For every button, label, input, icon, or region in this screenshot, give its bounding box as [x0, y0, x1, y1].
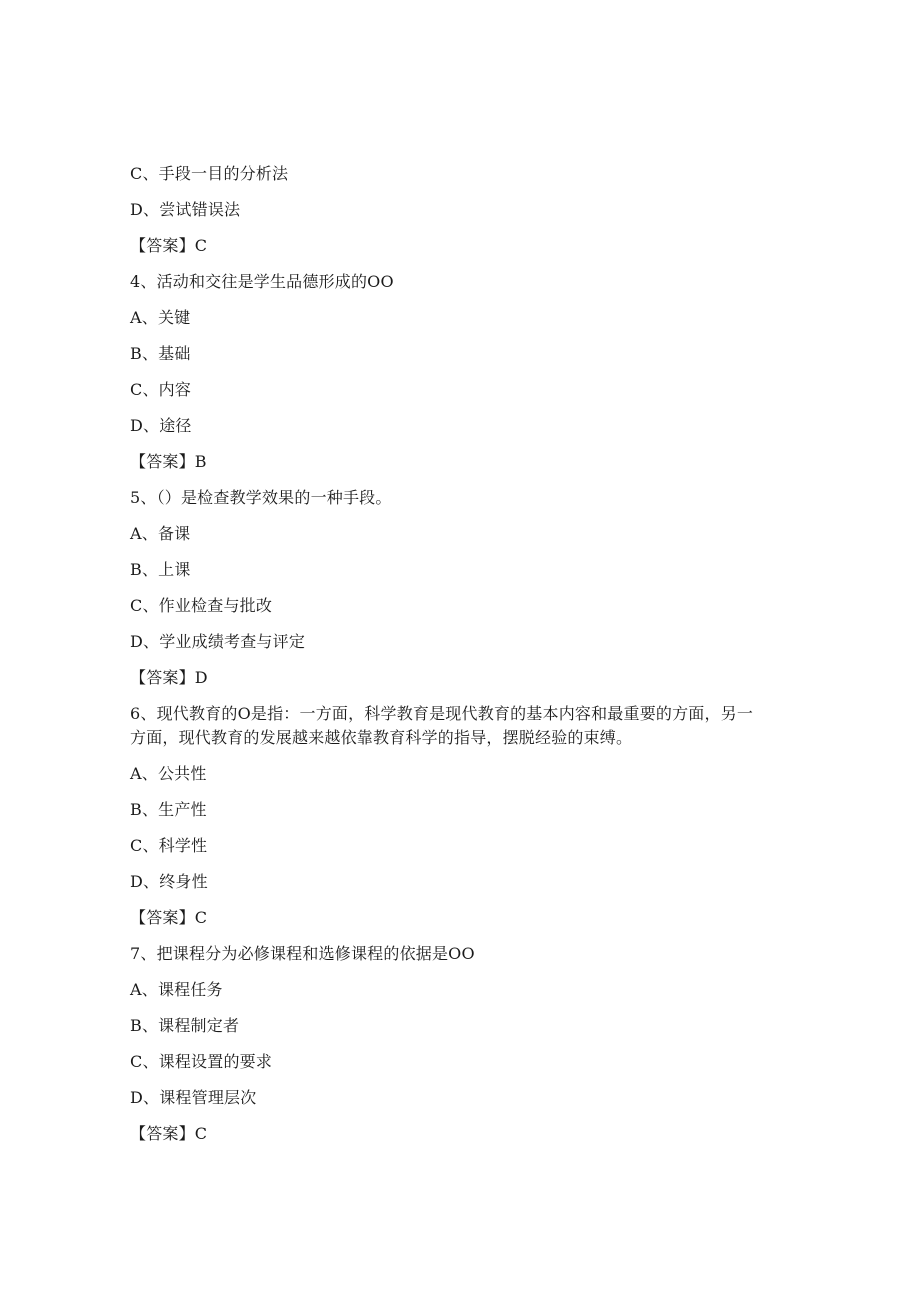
option-c: C、手段一目的分析法 [130, 164, 289, 183]
option-b: B、课程制定者 [130, 1016, 240, 1035]
option-b: B、生产性 [130, 800, 207, 819]
question-6: 6、现代教育的O是指：一方面，科学教育是现代教育的基本内容和最重要的方面，另一 [130, 704, 754, 723]
answer-line: 【答案】D [130, 668, 208, 687]
option-c: C、科学性 [130, 836, 208, 855]
answer-line: 【答案】B [130, 452, 207, 471]
question-7: 7、把课程分为必修课程和选修课程的依据是OO [130, 944, 475, 963]
option-b: B、上课 [130, 560, 191, 579]
option-a: A、课程任务 [130, 980, 223, 999]
question-6-continued: 方面，现代教育的发展越来越依靠教育科学的指导，摆脱经验的束缚。 [130, 728, 633, 747]
option-c: C、作业检查与批改 [130, 596, 273, 615]
answer-line: 【答案】C [130, 1124, 208, 1143]
option-c: C、课程设置的要求 [130, 1052, 273, 1071]
option-a: A、关键 [130, 308, 191, 327]
option-c: C、内容 [130, 380, 192, 399]
question-5: 5、（）是检查教学效果的一种手段。 [130, 488, 392, 507]
option-d: D、尝试错误法 [130, 200, 241, 219]
answer-line: 【答案】C [130, 236, 208, 255]
question-4: 4、活动和交往是学生品德形成的OO [130, 272, 394, 291]
option-d: D、学业成绩考查与评定 [130, 632, 306, 651]
option-d: D、终身性 [130, 872, 208, 891]
option-b: B、基础 [130, 344, 191, 363]
option-a: A、备课 [130, 524, 191, 543]
option-a: A、公共性 [130, 764, 207, 783]
option-d: D、课程管理层次 [130, 1088, 257, 1107]
option-d: D、途径 [130, 416, 192, 435]
answer-line: 【答案】C [130, 908, 208, 927]
